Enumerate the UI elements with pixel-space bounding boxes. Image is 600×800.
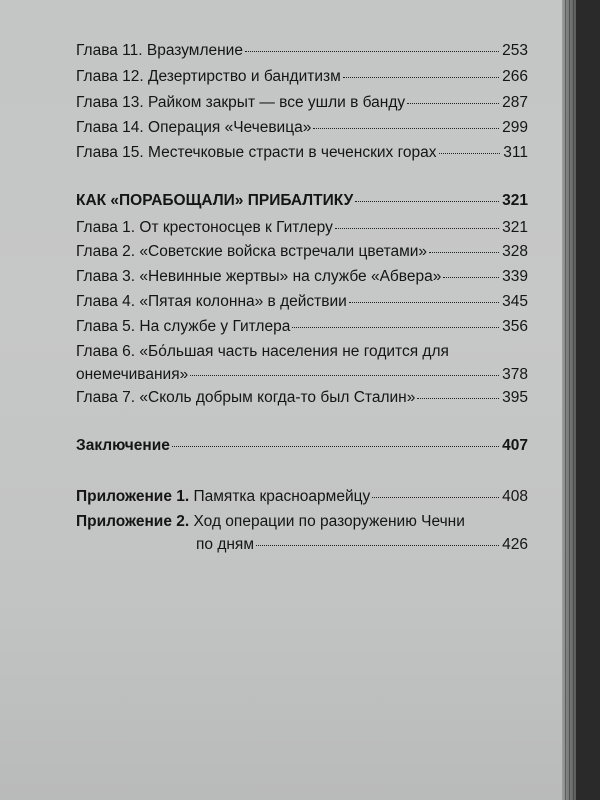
- toc-entry: [76, 143, 528, 162]
- dot-leader: [349, 302, 499, 303]
- page-number: 321: [502, 219, 528, 236]
- dot-leader: [439, 153, 501, 154]
- page-number: 356: [502, 318, 528, 335]
- page-number: 321: [502, 192, 528, 209]
- toc-entry: [76, 41, 528, 60]
- toc-appendix: [76, 487, 528, 506]
- dot-leader: [245, 51, 499, 52]
- page-stack-edge: [562, 0, 576, 800]
- dot-leader: [355, 201, 499, 202]
- appendix-title: Ход операции по разоружению Чечни: [193, 513, 465, 530]
- page-number: 395: [502, 389, 528, 406]
- toc-entry: [76, 317, 528, 336]
- dot-leader: [407, 103, 499, 104]
- entry-title: Глава 2. «Советские войска встречали цветами»: [76, 243, 428, 260]
- appendix-title-cont: по дням: [196, 536, 254, 553]
- toc-entry: [76, 93, 528, 112]
- toc-entry: [76, 67, 528, 86]
- page-number: 253: [502, 42, 528, 59]
- conclusion-title: Заключение: [76, 437, 170, 454]
- toc-entry: [76, 218, 528, 237]
- entry-title: Глава 11. Вразумление: [76, 42, 243, 59]
- toc-entry: [76, 388, 528, 407]
- page-number: 266: [502, 68, 528, 85]
- page-number: 378: [502, 366, 528, 383]
- toc-entry: [76, 267, 528, 286]
- dot-leader: [256, 545, 499, 546]
- toc-appendix-line2: [196, 535, 528, 554]
- toc-appendix-line1: [76, 512, 465, 531]
- page-number: 407: [502, 437, 528, 454]
- page-number: 345: [502, 293, 528, 310]
- appendix-title: Памятка красноармейцу: [193, 488, 371, 505]
- entry-title-line2: онемечивания»: [76, 366, 189, 383]
- dot-leader: [313, 128, 499, 129]
- entry-title: Глава 3. «Невинные жертвы» на службе «Абвера»: [76, 268, 442, 285]
- entry-title: Глава 7. «Сколь добрым когда-то был Сталин»: [76, 389, 416, 406]
- toc-entry: [76, 242, 528, 261]
- entry-title: Глава 13. Райком закрыт — все ушли в банду: [76, 94, 406, 111]
- page-number: 287: [502, 94, 528, 111]
- dot-leader: [190, 375, 499, 376]
- entry-title: Глава 4. «Пятая колонна» в действии: [76, 293, 347, 310]
- dot-leader: [172, 446, 499, 447]
- entry-title: Глава 5. На службе у Гитлера: [76, 318, 291, 335]
- appendix-prefix: Приложение 1.: [76, 488, 190, 505]
- page-number: 328: [502, 243, 528, 260]
- page-number: 408: [502, 488, 528, 505]
- toc-entry: [76, 118, 528, 137]
- dot-leader: [372, 497, 499, 498]
- entry-title: Глава 15. Местечковые страсти в чеченских горах: [76, 144, 437, 161]
- entry-title-line1: Глава 6. «Бо́льшая часть населения не годится для: [76, 343, 449, 360]
- entry-title: Глава 12. Дезертирство и бандитизм: [76, 68, 341, 85]
- entry-title: Глава 14. Операция «Чечевица»: [76, 119, 312, 136]
- page-number: 311: [503, 144, 528, 161]
- dot-leader: [343, 77, 499, 78]
- section-title: КАК «ПОРАБОЩАЛИ» ПРИБАЛТИКУ: [76, 192, 354, 209]
- dot-leader: [292, 327, 499, 328]
- dot-leader: [443, 277, 499, 278]
- toc-section-heading: [76, 191, 528, 210]
- page-number: 426: [502, 536, 528, 553]
- toc-entry: [76, 292, 528, 311]
- dot-leader: [335, 228, 499, 229]
- dot-leader: [417, 398, 499, 399]
- page-number: 299: [502, 119, 528, 136]
- page-number: 339: [502, 268, 528, 285]
- dot-leader: [429, 252, 499, 253]
- entry-title: Глава 1. От крестоносцев к Гитлеру: [76, 219, 333, 236]
- appendix-prefix: Приложение 2.: [76, 513, 190, 530]
- toc-entry: [76, 365, 528, 384]
- toc-conclusion: [76, 436, 528, 455]
